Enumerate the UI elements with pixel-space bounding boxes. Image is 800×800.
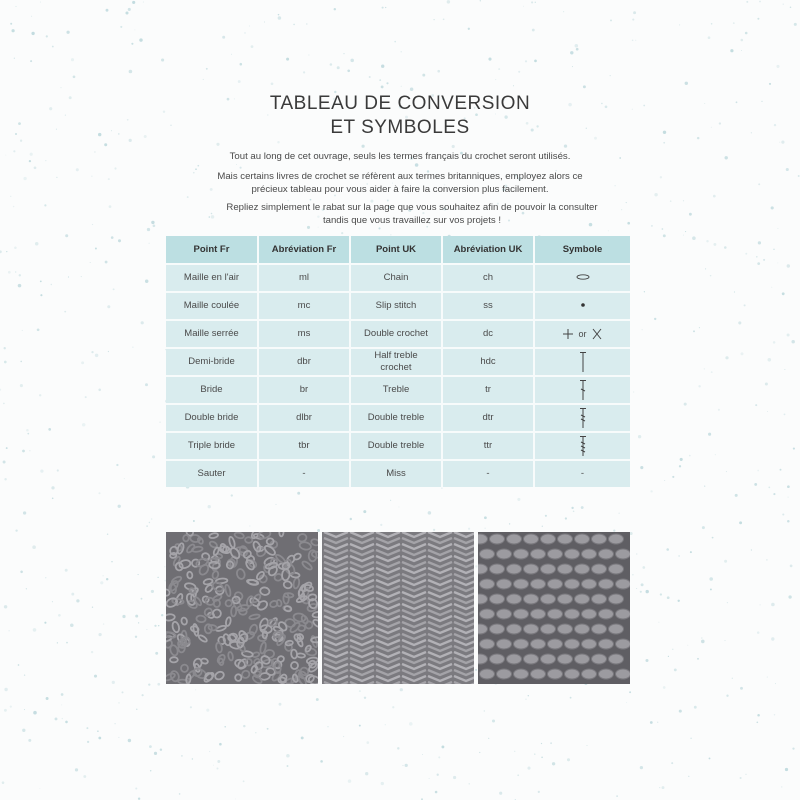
loop-stitch-swatch-photo (166, 532, 318, 684)
cell-point-fr: Sauter (166, 460, 258, 487)
cell-point-fr: Bride (166, 376, 258, 404)
cell-point-uk: Double treble (350, 404, 442, 432)
cell-abbr-uk: tr (442, 376, 534, 404)
cell-point-uk: Half treble crochet (350, 348, 442, 376)
conversion-paragraph: Mais certains livres de crochet se réfèrent aux termes britanniques, employez alors ce précieux tableau pour vous aider à faire la conversion plus facilement. (217, 171, 583, 195)
cell-abbr-fr: dbr (258, 348, 350, 376)
cell-point-uk: Treble (350, 376, 442, 404)
chevron-stitch-swatch-photo (322, 532, 474, 684)
header-point-uk: Point UK (350, 236, 442, 264)
cell-symbol (534, 376, 630, 404)
table-row (166, 432, 630, 460)
cell-abbr-fr: dlbr (258, 404, 350, 432)
table-row (166, 460, 630, 487)
cell-symbol (534, 292, 630, 320)
cell-abbr-fr: ms (258, 320, 350, 348)
cell-abbr-uk: dtr (442, 404, 534, 432)
cell-symbol (534, 320, 630, 348)
cell-abbr-uk: ttr (442, 432, 534, 460)
cell-abbr-fr: ml (258, 264, 350, 292)
cell-point-fr: Triple bride (166, 432, 258, 460)
cell-symbol (534, 432, 630, 460)
triple-treble-symbol (578, 435, 588, 457)
header-abbr-uk: Abréviation UK (442, 236, 534, 264)
conversion-table (166, 236, 630, 487)
cell-abbr-fr: br (258, 376, 350, 404)
cell-point-fr: Double bride (166, 404, 258, 432)
cell-symbol (534, 348, 630, 376)
cell-point-uk: Chain (350, 264, 442, 292)
cell-abbr-uk: - (442, 460, 534, 487)
page-title-line-2: ET SYMBOLES (330, 117, 470, 138)
cell-point-uk: Double crochet (350, 320, 442, 348)
cell-point-fr: Maille coulée (166, 292, 258, 320)
cell-point-uk: Miss (350, 460, 442, 487)
cell-abbr-uk: hdc (442, 348, 534, 376)
plus-symbol (562, 328, 574, 340)
treble-symbol (578, 379, 588, 401)
table-row (166, 348, 630, 376)
table-row (166, 320, 630, 348)
or-label: or (578, 328, 587, 339)
cell-point-fr: Maille serrée (166, 320, 258, 348)
cell-point-fr: Maille en l'air (166, 264, 258, 292)
fold-flap-paragraph: Repliez simplement le rabat sur la page que vous souhaitez afin de pouvoir la consulter tandis que vous travaillez sur vos projets ! (226, 202, 598, 226)
cell-symbol (534, 264, 630, 292)
table-row (166, 376, 630, 404)
table-row (166, 404, 630, 432)
chevron-stitch-texture (322, 532, 474, 684)
puff-stitch-texture (478, 532, 630, 684)
cell-abbr-uk: ch (442, 264, 534, 292)
cell-point-fr: Demi-bride (166, 348, 258, 376)
cell-point-uk: Double treble (350, 432, 442, 460)
cell-symbol (534, 404, 630, 432)
cell-abbr-fr: mc (258, 292, 350, 320)
cell-abbr-fr: - (258, 460, 350, 487)
cell-abbr-uk: dc (442, 320, 534, 348)
half-treble-symbol (578, 351, 588, 373)
table-row (166, 292, 630, 320)
x-symbol (591, 328, 603, 340)
table-header-row (166, 236, 630, 264)
header-symbol: Symbole (534, 236, 630, 264)
chain-oval-symbol (575, 273, 591, 281)
loop-stitch-texture (166, 532, 318, 684)
page-title-line-1: TABLEAU DE CONVERSION (269, 93, 531, 114)
double-treble-symbol (578, 407, 588, 429)
header-abbr-fr: Abréviation Fr (258, 236, 350, 264)
header-point-fr: Point Fr (166, 236, 258, 264)
table-row (166, 264, 630, 292)
puff-stitch-swatch-photo (478, 532, 630, 684)
cell-abbr-fr: tbr (258, 432, 350, 460)
cell-point-uk: Slip stitch (350, 292, 442, 320)
cell-abbr-uk: ss (442, 292, 534, 320)
intro-paragraph: Tout au long de cet ouvrage, seuls les termes français du crochet seront utilisés. (229, 151, 571, 162)
slip-stitch-dot-symbol (579, 301, 587, 309)
cell-symbol: - (534, 460, 630, 487)
